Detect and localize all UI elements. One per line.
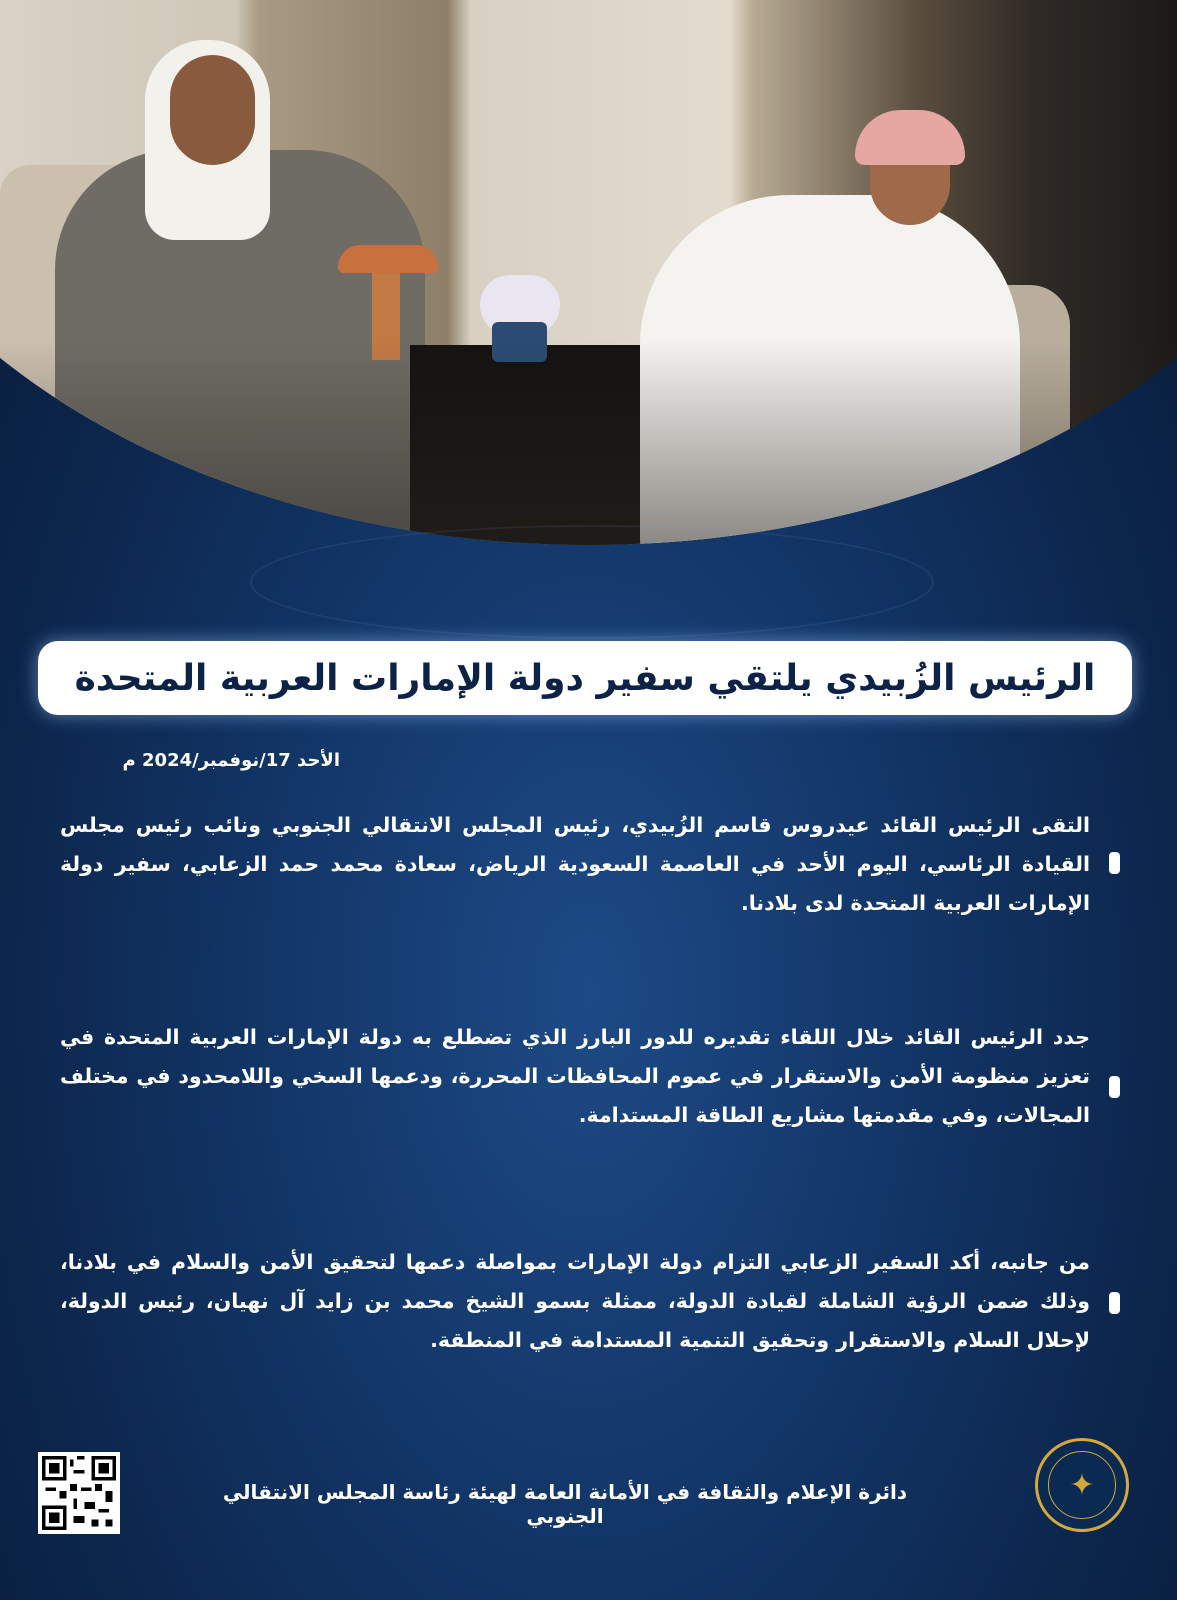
photo-lamp-shade [338,245,438,273]
paragraph-1: التقى الرئيس القائد عيدروس قاسم الزُبيدي، رئيس المجلس الانتقالي الجنوبي ونائب رئيس مجلس القيادة الرئاسي، اليوم الأحد في العاصمة السعودية الرياض، سعادة محمد حمد الزعابي، سفير دولة الإمارات العربية المتحدة لدى بلادنا. [60,813,1090,915]
bullet-marker [1109,1076,1120,1098]
bullet-marker [1109,852,1120,874]
headline-banner [38,641,1132,715]
photo-face-left [170,55,255,165]
bullet-marker [1109,1292,1120,1314]
paragraph-2: جدد الرئيس القائد خلال اللقاء تقديره للدور البارز الذي تضطلع به دولة الإمارات العربية المتحدة في تعزيز منظومة الأمن والاستقرار في عموم المحافظات المحررة، ودعمها السخي واللامحدود في مختلف المجالات، وفي مقدمتها مشاريع الطاقة المستدامة. [60,1025,1090,1127]
photo-ghutra-right [855,110,965,165]
meeting-photo [0,0,1177,560]
council-emblem-icon [1035,1438,1129,1532]
emblem-eagle-icon: ✦ [1048,1451,1116,1519]
paragraph-3: من جانبه، أكد السفير الزعابي التزام دولة الإمارات بمواصلة دعمها لتحقيق الأمن والسلام في بلادنا، وذلك ضمن الرؤية الشاملة لقيادة الدولة، ممثلة بسمو الشيخ محمد بن زايد آل نهيان، رئيس الدولة، لإحلال السلام والاستقرار وتحقيق التنمية المستدامة في المنطقة. [60,1250,1090,1352]
footer-credit: دائرة الإعلام والثقافة في الأمانة العامة لهيئة رئاسة المجلس الانتقالي الجنوبي [222,1480,908,1528]
emblem-watermark [250,525,934,639]
date-label: الأحد 17/نوفمبر/2024 م [122,750,340,771]
qr-code-icon[interactable] [38,1452,120,1534]
headline: الرئيس الزُبيدي يلتقي سفير دولة الإمارات العربية المتحدة [74,657,1096,699]
